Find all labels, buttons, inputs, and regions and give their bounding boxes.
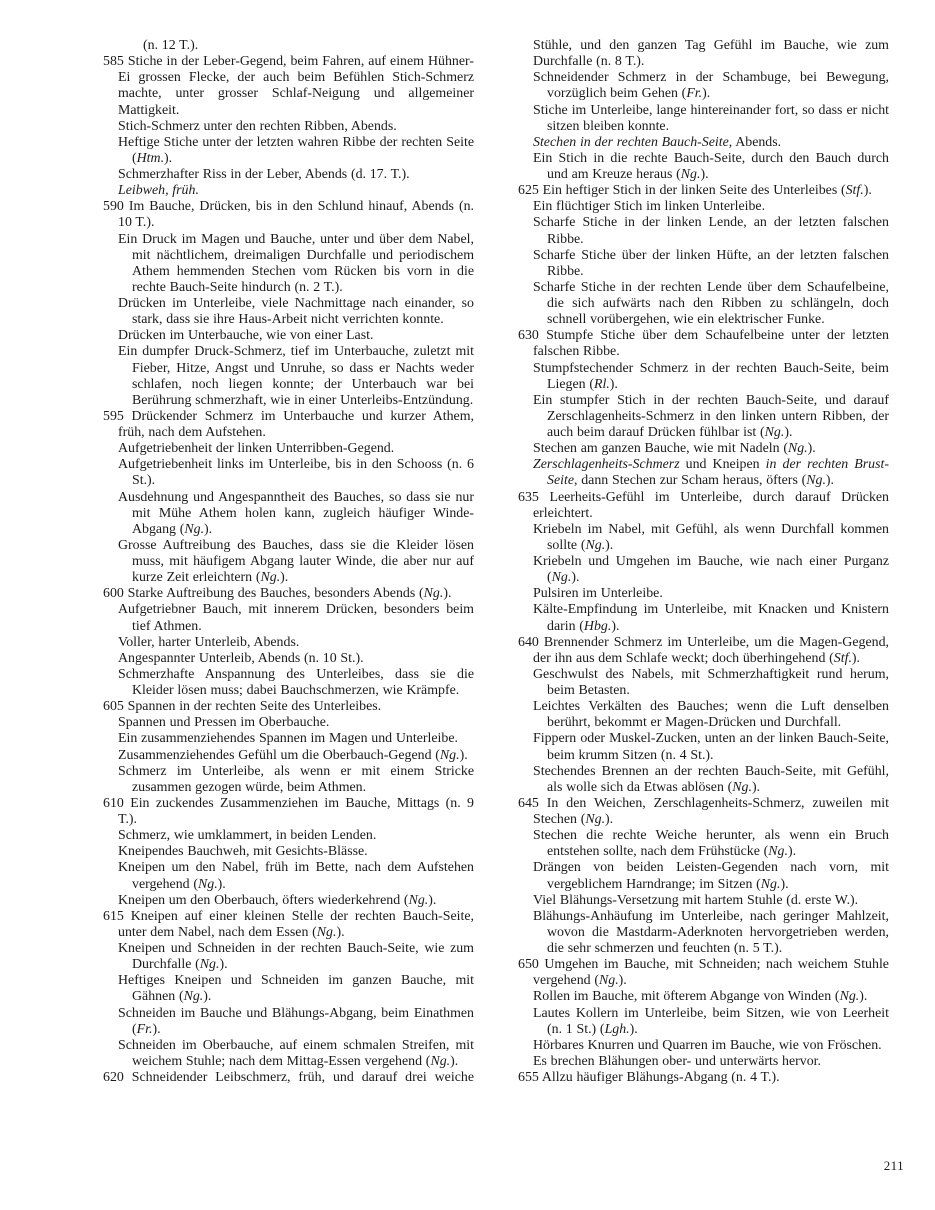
italic-text: Ng.	[184, 521, 205, 537]
body-text: ).	[787, 844, 797, 860]
symptom-entry-625	[518, 183, 889, 199]
italic-text: Zerschlagenheits-Schmerz	[533, 457, 680, 473]
body-text: Pulsiren im Unterleibe.	[533, 586, 663, 602]
symptom-entry-585	[103, 54, 474, 119]
italic-text: Ng.	[199, 957, 220, 973]
body-text: Kneipen auf einer kleinen Stelle der rechten Bauch-Seite, unter dem Nabel, nach dem Essen (	[118, 908, 474, 940]
symptom-entry	[103, 844, 474, 860]
body-text: , Abends.	[728, 134, 782, 150]
symptom-entry	[518, 199, 889, 215]
entry-number: 585	[103, 54, 124, 70]
italic-text: Fr.	[686, 86, 703, 102]
italic-text: Ng.	[764, 425, 785, 440]
body-text: Spannen in der rechten Seite des Unterleibes.	[127, 699, 382, 715]
symptom-entry	[103, 941, 474, 973]
symptom-entry	[103, 538, 474, 586]
body-text: Umgehen im Bauche, mit Schneiden; nach weichem Stuhle vergehend (	[533, 957, 889, 989]
body-text: und Kneipen	[679, 457, 766, 473]
body-text: ).	[609, 376, 618, 392]
body-text: ).	[784, 425, 793, 440]
body-text: Geschwulst des Nabels, mit Schmerzhaftigkeit rund herum, beim Betasten.	[533, 666, 889, 698]
body-text: Kriebeln im Nabel, mit Gefühl, als wenn Durchfall kommen sollte (	[533, 521, 889, 553]
symptom-entry	[103, 441, 474, 457]
symptom-entry-630	[518, 328, 889, 360]
symptom-entry-645	[518, 796, 889, 828]
body-text: ).	[152, 1021, 161, 1037]
body-text: Ein dumpfer Druck-Schmerz, tief im Unterbauche, zuletzt mit Fieber, Hitze, Angst und Unruhe, so dass er Nachts weder schlafen, noch liegen konnte; der Unterbauch war bei Berührung schmerzhaft, wie in einer Unterleibs-Entzündung.	[118, 344, 474, 408]
body-text: Leichtes Verkälten des Bauches; wenn die Luft denselben berührt, bekommt er Magen-Drücken und Durchfall.	[533, 699, 889, 731]
body-text: ).	[618, 973, 627, 989]
symptom-entry	[518, 554, 889, 586]
body-text: Schneidender Schmerz in der Schambuge, bei Bewegung, vorzüglich beim Gehen (	[533, 70, 889, 102]
italic-text: Leibweh, früh.	[118, 183, 199, 199]
entry-number: 640	[518, 634, 539, 650]
symptom-entry	[103, 748, 474, 764]
italic-text: Htm.	[136, 150, 165, 166]
body-text: ).	[219, 957, 228, 973]
body-text: ).	[217, 876, 226, 892]
symptom-entry	[103, 731, 474, 747]
body-text: Schmerz, wie umklammert, in beiden Lenden.	[118, 828, 377, 844]
body-text: , dann Stechen zur Scham heraus, öfters (	[574, 473, 807, 489]
italic-text: Ng.	[839, 989, 860, 1005]
body-text: Stiche im Unterleibe, lange hintereinander fort, so dass er nicht sitzen bleiben konnte.	[533, 102, 889, 134]
body-text: Stechendes Brennen an der rechten Bauch-Seite, mit Gefühl, als wolle sich da Etwas ablösen (	[533, 763, 889, 795]
symptom-entry	[103, 1006, 474, 1038]
symptom-entry	[518, 699, 889, 731]
body-text: ).	[459, 747, 468, 763]
italic-text: Ng.	[316, 924, 337, 940]
symptom-entry	[518, 457, 889, 489]
body-text: Ein flüchtiger Stich im linken Unterleibe.	[533, 199, 766, 215]
symptom-entry	[518, 860, 889, 892]
body-text: ).	[336, 924, 345, 940]
italic-text: Stechen in der rechten Bauch-Seite	[533, 134, 729, 150]
body-text: Brennender Schmerz im Unterleibe, um die Magen-Gegend, der ihn aus dem Schlafe weckt; doch überhingehend (	[533, 634, 889, 666]
body-text: Viel Blähungs-Versetzung mit hartem Stuhle (d. erste W.).	[533, 892, 859, 908]
body-text: Lautes Kollern im Unterleibe, beim Sitzen, wie von Leerheit (n. 1 St.) (	[533, 1005, 889, 1037]
body-text: ).	[702, 86, 711, 102]
symptom-entry	[103, 715, 474, 731]
body-text: Ein Druck im Magen und Bauche, unter und über dem Nabel, mit nächtlichem, dreimaligen Durchfalle und periodischem Athem hemmenden Stechen vom Rücken bis vorn in die rechte Bauch-Seite hindurch (n. 2 T.).	[118, 231, 474, 295]
symptom-entry	[518, 151, 889, 183]
body-text: Stechen am ganzen Bauche, wie mit Nadeln (	[533, 441, 788, 457]
symptom-entry	[103, 860, 474, 892]
entry-number: 635	[518, 489, 539, 505]
symptom-entry-590	[103, 199, 474, 231]
body-text: Ein zusammenziehendes Spannen im Magen und Unterleibe.	[118, 731, 458, 747]
body-text: ).	[428, 892, 437, 908]
symptom-entry-610	[103, 796, 474, 828]
body-text: Aufgetriebner Bauch, mit innerem Drücken, besonders beim tief Athmen.	[118, 602, 474, 634]
body-text: ).	[851, 650, 861, 666]
body-text: Ein zuckendes Zusammenziehen im Bauche, Mittags (n. 9 T.).	[118, 795, 474, 827]
body-text: Schneiden im Bauche und Blähungs-Abgang, beim Einathmen (	[118, 1005, 474, 1037]
symptom-entry	[103, 328, 474, 344]
body-text: Aufgetriebenheit links im Unterleibe, bis in den Schooss (n. 6 St.).	[118, 457, 474, 489]
symptom-entry	[518, 393, 889, 441]
body-text: ).	[825, 473, 835, 489]
body-text: Zusammenziehendes Gefühl um die Oberbauch-Gegend (	[118, 747, 440, 763]
body-text: Heftige Stiche unter der letzten wahren Ribbe der rechten Seite (	[118, 134, 474, 166]
symptom-entry	[518, 215, 889, 247]
body-text: Rollen im Bauche, mit öfterem Abgange von Winden (	[533, 989, 840, 1005]
symptom-entry	[518, 441, 889, 457]
body-text: Blähungs-Anhäufung im Unterleibe, nach geringer Mahlzeit, wovon die Mastdarm-Aderknoten hervorgetrieben werden, die sehr schmerzen und feuchten (n. 5 T.).	[533, 908, 889, 956]
body-text: Scharfe Stiche in der rechten Lende über dem Schaufelbeine, die sich aufwärts nach den Ribben zu schlängeln, doch schnell vorübergehen, wie ein elektrischer Funke.	[533, 279, 889, 328]
body-text: Scharfe Stiche über der linken Hüfte, an der letzten falschen Ribbe.	[533, 247, 889, 279]
symptom-entry-635	[518, 490, 889, 522]
italic-text: Ng.	[806, 473, 826, 489]
body-text: Drängen von beiden Leisten-Gegenden nach vorn, mit vergeblichem Harndrange; im Sitzen (	[533, 860, 889, 892]
body-text: (n. 12 T.).	[143, 38, 199, 53]
left-column	[103, 38, 474, 1086]
italic-text: in der rechten Brust-Seite	[547, 457, 889, 489]
body-text: Ein stumpfer Stich in der rechten Bauch-Seite, und darauf Zerschlagenheits-Schmerz in den linken untern Ribben, der auch beim darauf Drücken fühlbar ist (	[533, 392, 889, 440]
italic-text: Ng.	[183, 989, 204, 1005]
entry-number: 605	[103, 699, 124, 715]
symptom-entry	[103, 893, 474, 909]
symptom-entry	[518, 135, 889, 151]
entry-number: 630	[518, 328, 539, 344]
symptom-entry	[103, 344, 474, 409]
body-text: Stechen die rechte Weiche herunter, als wenn ein Bruch entstehen sollte, nach dem Frühstücke (	[533, 828, 889, 860]
body-text: Allzu häufiger Blähungs-Abgang (n. 4 T.).	[541, 1070, 780, 1085]
body-text: Drücken im Unterbauche, wie von einer Last.	[118, 328, 374, 344]
symptom-entry	[103, 651, 474, 667]
entry-number: 610	[103, 795, 124, 811]
symptom-entry	[518, 1038, 889, 1054]
body-text: Voller, harter Unterleib, Abends.	[118, 634, 300, 650]
symptom-entry	[103, 602, 474, 634]
body-text: Hörbares Knurren und Quarren im Bauche, wie von Fröschen.	[533, 1037, 882, 1053]
body-text: ).	[443, 586, 452, 602]
italic-text: Ng.	[430, 1053, 451, 1069]
italic-text: Stf.	[833, 650, 852, 666]
symptom-entry-640	[518, 635, 889, 667]
body-text: Im Bauche, Drücken, bis in den Schlund hinauf, Abends (n. 10 T.).	[118, 199, 474, 231]
symptom-entry	[103, 973, 474, 1005]
italic-text: Hbg.	[583, 618, 612, 634]
italic-text: Ng.	[260, 570, 281, 586]
body-text: ).	[700, 167, 709, 182]
body-text: ).	[807, 441, 816, 457]
body-text: Fippern oder Muskel-Zucken, unten an der linken Bauch-Seite, beim krumm Sitzen (n. 4 St.).	[533, 731, 889, 763]
body-text: Heftiges Kneipen und Schneiden im ganzen Bauche, mit Gähnen (	[118, 973, 474, 1005]
body-text: ).	[280, 570, 289, 586]
right-column	[518, 38, 889, 1086]
body-text: Kneipen um den Oberbauch, öfters wiederkehrend (	[118, 892, 409, 908]
body-text: Es brechen Blähungen ober- und unterwärts hervor.	[533, 1053, 821, 1069]
symptom-entry-600	[103, 586, 474, 602]
symptom-entry-620	[103, 1070, 474, 1086]
body-text: Kneipendes Bauchweh, mit Gesichts-Blässe.	[118, 844, 368, 860]
symptom-entry	[518, 38, 889, 70]
symptom-entry	[103, 1038, 474, 1070]
body-text: Aufgetriebenheit der linken Unterribben-Gegend.	[118, 441, 395, 457]
body-text: ).	[859, 989, 868, 1005]
italic-text: Lgh.	[604, 1021, 630, 1037]
symptom-entry-595	[103, 409, 474, 441]
entry-number: 600	[103, 586, 124, 602]
symptom-entry	[103, 183, 474, 199]
body-text: ).	[863, 183, 872, 199]
italic-text: Ng.	[408, 892, 429, 908]
body-text: Starke Auftreibung des Bauches, besonders Abends (	[127, 586, 424, 602]
body-text: Schmerzhafte Anspannung des Unterleibes, dass sie die Kleider lösen muss; dabei Bauchschmerzen, wie Krämpfe.	[118, 666, 474, 698]
body-text: ).	[164, 150, 173, 166]
italic-text: Ng.	[787, 441, 808, 457]
body-text: ).	[605, 537, 614, 553]
symptom-entry	[518, 586, 889, 602]
body-text: Stiche in der Leber-Gegend, beim Fahren, auf einem Hühner-Ei grossen Flecke, der auch beim Befühlen Stich-Schmerz machte, unter grosser Schlaf-Neigung und allgemeiner Mattigkeit.	[118, 54, 474, 118]
entry-number: 645	[518, 795, 539, 811]
symptom-entry	[103, 667, 474, 699]
body-text: Spannen und Pressen im Oberbauche.	[118, 715, 330, 731]
body-text: ).	[780, 876, 789, 892]
italic-text: Rl.	[593, 376, 610, 392]
body-text: Stühle, und den ganzen Tag Gefühl im Bauche, wie zum Durchfalle (n. 8 T.).	[533, 38, 889, 70]
italic-text: Ng.	[768, 844, 788, 860]
body-text: In den Weichen, Zerschlagenheits-Schmerz, zuweilen mit Stechen (	[533, 795, 889, 827]
body-text: Schneidender Leibschmerz, früh, und darauf drei weiche	[131, 1070, 474, 1085]
body-text: Grosse Auftreibung des Bauches, dass sie die Kleider lösen muss, mit häufigem Abgang lauter Winde, die aber nur auf kurze Zeit erleichtern (	[118, 537, 474, 586]
symptom-entry	[103, 635, 474, 651]
entry-number: 620	[103, 1070, 124, 1085]
entry-number: 595	[103, 408, 124, 424]
page-number: 211	[883, 1158, 904, 1173]
symptom-entry	[518, 248, 889, 280]
body-text: Stich-Schmerz unter den rechten Ribben, Abends.	[118, 118, 397, 134]
body-text: Stumpfe Stiche über dem Schaufelbeine unter der letzten falschen Ribbe.	[533, 328, 889, 360]
symptom-entry-650	[518, 957, 889, 989]
symptom-entry	[518, 361, 889, 393]
body-text: Drücken im Unterleibe, viele Nachmittage nach einander, so stark, dass sie ihre Haus-Arbeit nicht verrichten konnte.	[118, 296, 474, 328]
symptom-entry	[103, 167, 474, 183]
italic-text: Ng.	[760, 876, 781, 892]
italic-text: Ng.	[598, 973, 619, 989]
italic-text: Ng.	[551, 570, 572, 586]
italic-text: Stf.	[845, 183, 864, 199]
symptom-entry	[103, 828, 474, 844]
symptom-entry	[103, 119, 474, 135]
symptom-entry	[103, 490, 474, 538]
body-text: ).	[450, 1053, 459, 1069]
body-text: ).	[204, 521, 213, 537]
italic-text: Ng.	[585, 812, 606, 827]
body-text: Stumpfstechender Schmerz in der rechten Bauch-Seite, beim Liegen (	[533, 360, 889, 392]
body-text: Kneipen um den Nabel, früh im Bette, nach dem Aufstehen vergehend (	[118, 860, 474, 892]
body-text: Ein heftiger Stich in der linken Seite des Unterleibes (	[542, 183, 846, 199]
italic-text: Ng.	[423, 586, 444, 602]
body-text: Angespannter Unterleib, Abends (n. 10 St.).	[118, 650, 364, 666]
symptom-entry	[518, 522, 889, 554]
symptom-entry	[518, 764, 889, 796]
body-text: ).	[605, 812, 614, 827]
body-text: ).	[203, 989, 212, 1005]
entry-number: 650	[518, 957, 539, 973]
symptom-entry	[518, 893, 889, 909]
body-text: Ausdehnung und Angespanntheit des Bauches, so dass sie nur mit Mühe Athem holen kann, zugleich häufiger Winde-Abgang (	[118, 489, 474, 537]
italic-text: Fr.	[136, 1021, 153, 1037]
entry-number: 655	[518, 1070, 539, 1085]
symptom-entry	[518, 70, 889, 102]
body-text: Ein Stich in die rechte Bauch-Seite, durch den Bauch durch und am Kreuze heraus (	[533, 150, 889, 182]
symptom-entry	[103, 764, 474, 796]
entry-number: 590	[103, 199, 124, 215]
italic-text: Ng.	[680, 167, 701, 182]
symptom-entry	[103, 232, 474, 297]
body-text: ).	[611, 618, 620, 634]
symptom-entry	[103, 135, 474, 167]
symptom-entry	[518, 602, 889, 634]
italic-text: Ng.	[585, 537, 606, 553]
entry-number: 615	[103, 908, 124, 924]
body-text: ).	[629, 1021, 638, 1037]
symptom-entry-615	[103, 909, 474, 941]
symptom-entry	[518, 909, 889, 957]
body-text: Leerheits-Gefühl im Unterleibe, durch darauf Drücken erleichtert.	[533, 489, 889, 521]
symptom-entry	[518, 828, 889, 860]
symptom-entry	[518, 1054, 889, 1070]
body-text: ).	[571, 570, 580, 586]
symptom-entry	[518, 731, 889, 763]
symptom-entry	[518, 103, 889, 135]
body-text: Schneiden im Oberbauche, auf einem schmalen Streifen, mit weichem Stuhle; nach dem Mittag-Essen vergehend (	[118, 1037, 474, 1069]
symptom-entry	[518, 1006, 889, 1038]
symptom-entry	[103, 38, 474, 54]
entry-number: 625	[518, 183, 539, 199]
symptom-entry	[103, 296, 474, 328]
italic-text: Ng.	[732, 779, 752, 795]
italic-text: Ng.	[439, 747, 460, 763]
body-text: Kriebeln und Umgehen im Bauche, wie nach einer Purganz (	[533, 554, 889, 586]
symptom-entry	[518, 667, 889, 699]
body-text: Drückender Schmerz im Unterbauche und kurzer Athem, früh, nach dem Aufstehen.	[118, 408, 474, 440]
symptom-entry-655	[518, 1070, 889, 1086]
italic-text: Ng.	[197, 876, 218, 892]
symptom-entry-605	[103, 699, 474, 715]
body-text: Kneipen und Schneiden in der rechten Bauch-Seite, wie zum Durchfalle (	[118, 941, 474, 973]
body-text: Scharfe Stiche in der linken Lende, an der letzten falschen Ribbe.	[533, 215, 889, 247]
body-text: Kälte-Empfindung im Unterleibe, mit Knacken und Knistern darin (	[533, 602, 889, 634]
symptom-entry	[103, 457, 474, 489]
body-text: Schmerzhafter Riss in der Leber, Abends (d. 17. T.).	[118, 167, 410, 182]
body-text: Schmerz im Unterleibe, als wenn er mit einem Stricke zusammen gezogen würde, beim Athmen.	[118, 763, 474, 795]
body-text: ).	[751, 779, 761, 795]
symptom-entry	[518, 989, 889, 1005]
symptom-entry	[518, 280, 889, 328]
